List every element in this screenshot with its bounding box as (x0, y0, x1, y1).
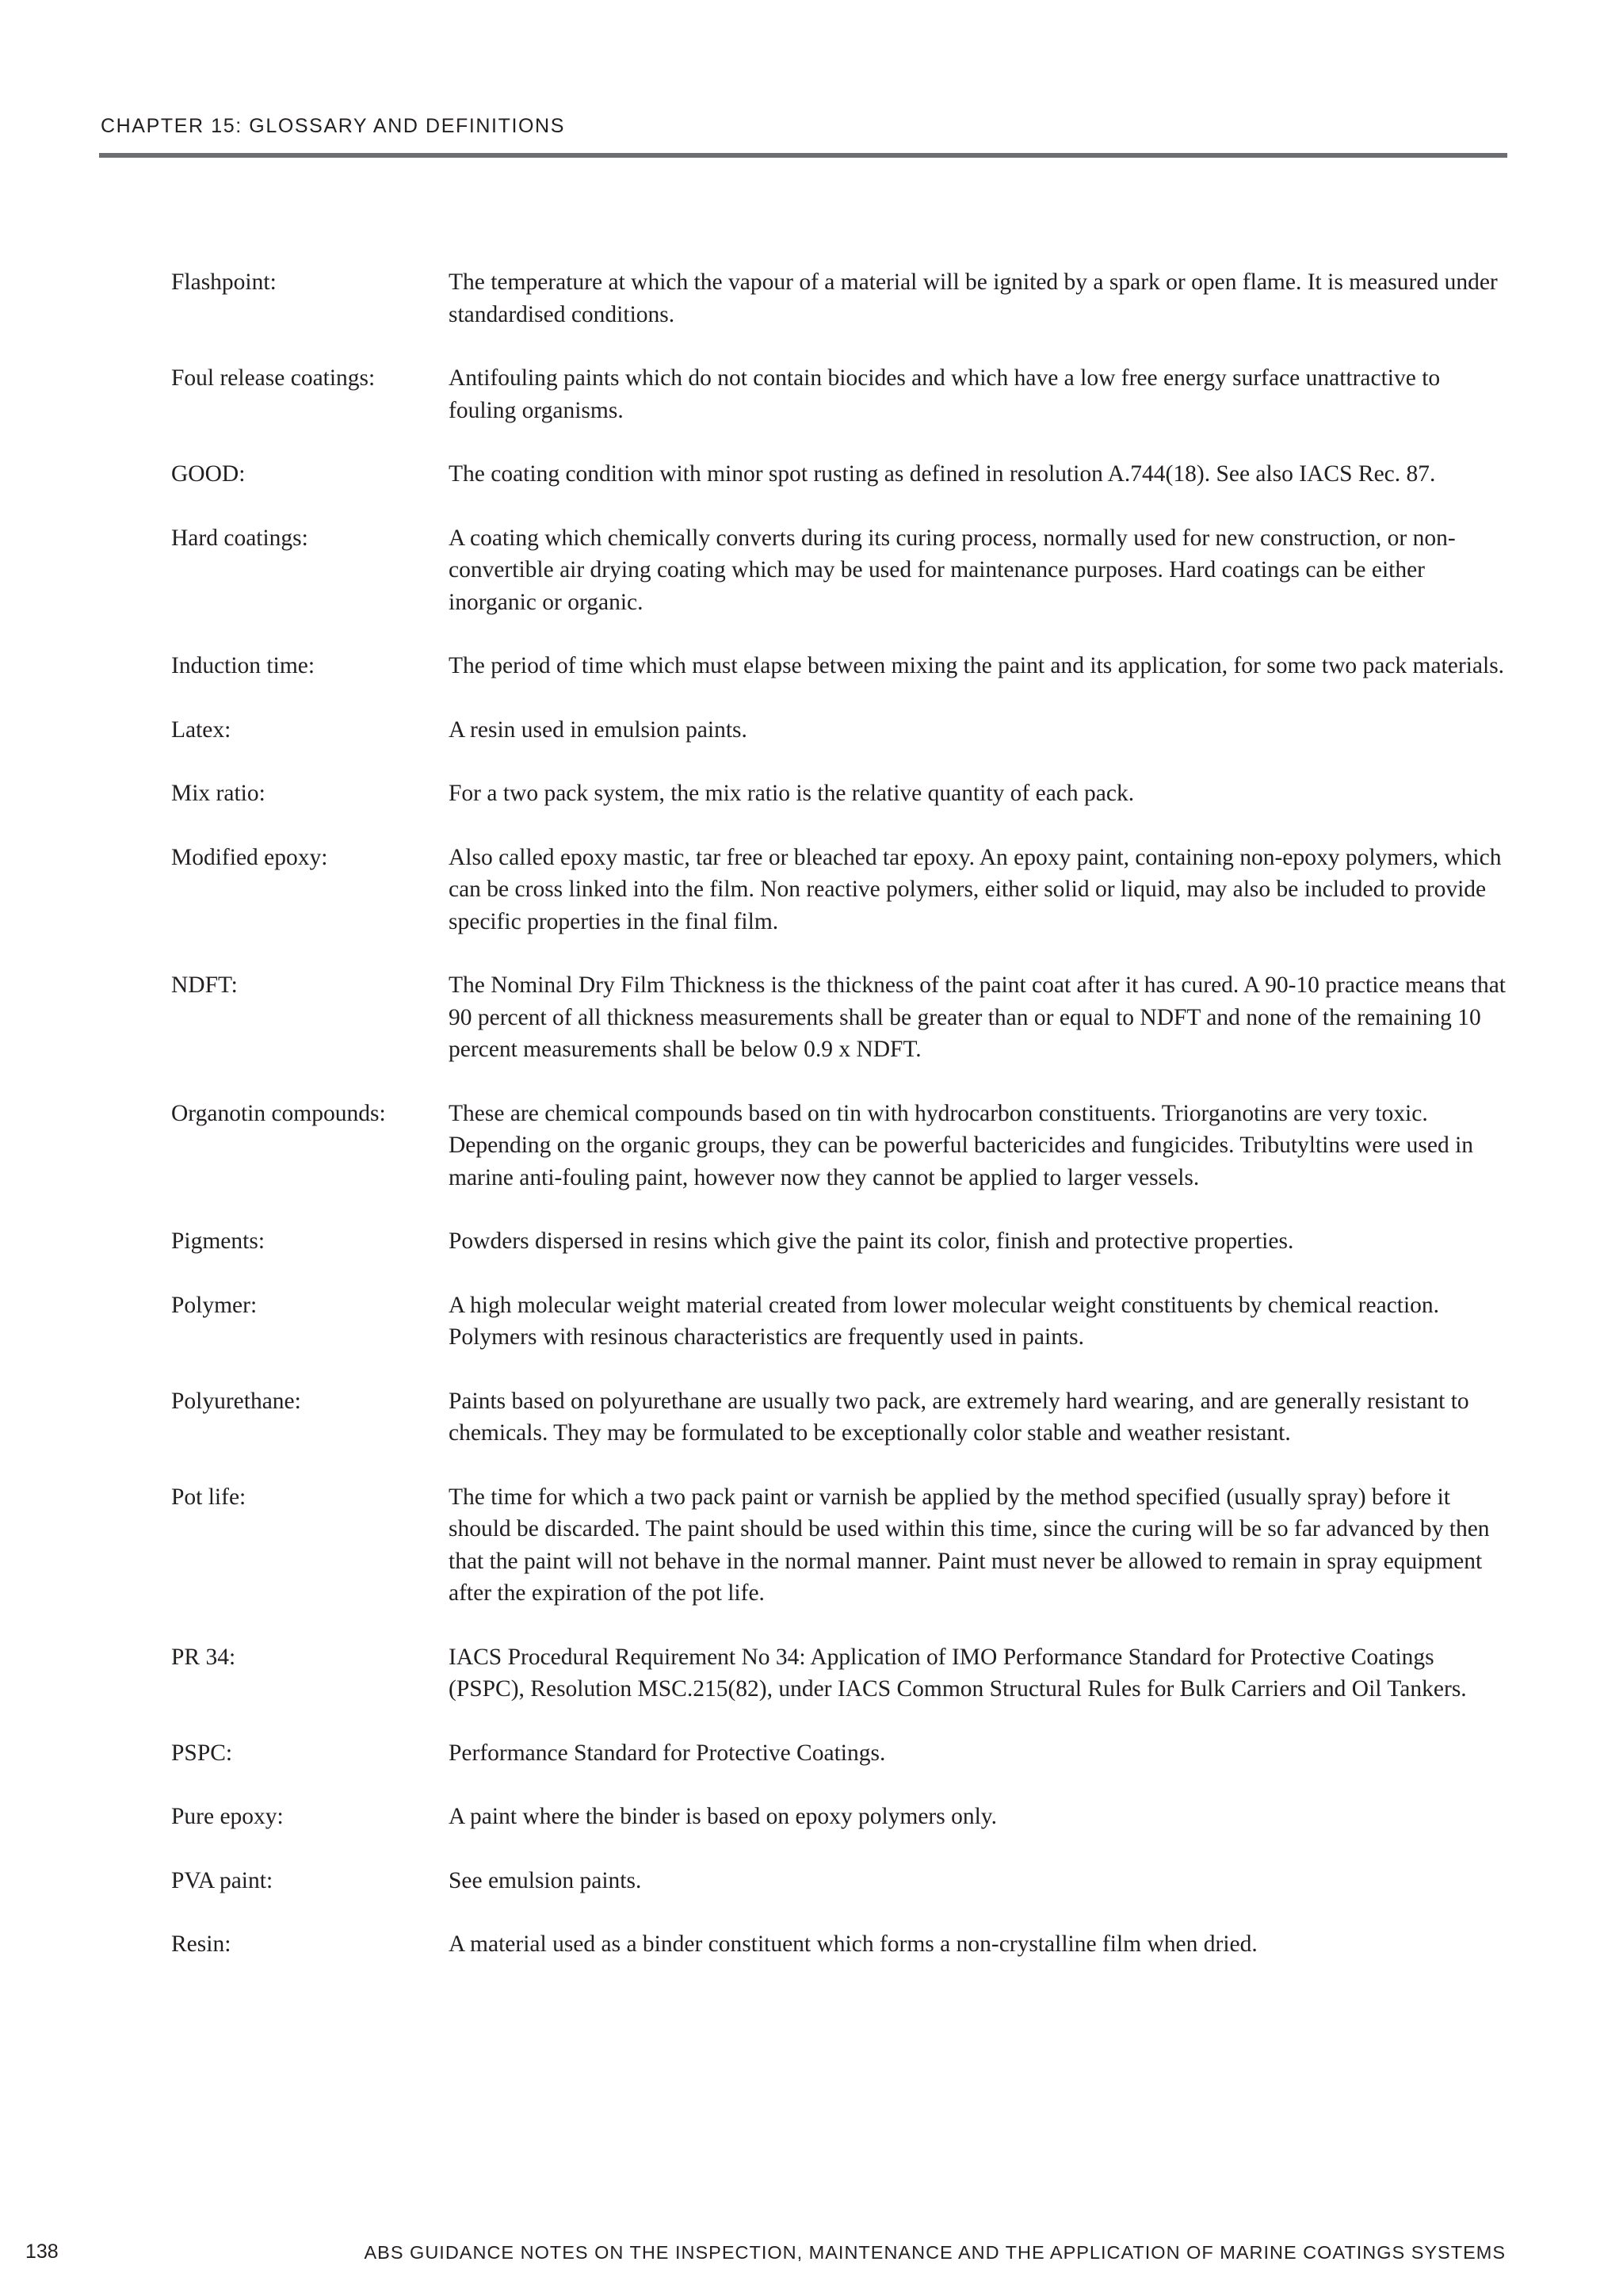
glossary-definition: A coating which chemically converts during its curing process, normally used for new construction, or non-convertible air drying coating which may be used for maintenance purposes. Hard coatings can be either inorganic or organic. (449, 525, 1456, 615)
glossary-list (171, 266, 1510, 1992)
glossary-definition: The period of time which must elapse between mixing the paint and its application, for some two pack materials. (449, 653, 1505, 678)
glossary-entry (171, 1737, 1510, 1770)
glossary-term: Pure epoxy: (171, 1804, 284, 1829)
glossary-term: PSPC: (171, 1740, 233, 1766)
glossary-definition: A resin used in emulsion paints. (449, 716, 747, 743)
glossary-entry (171, 1928, 1510, 1961)
glossary-entry (171, 1098, 1510, 1194)
glossary-definition: Also called epoxy mastic, tar free or bleached tar epoxy. An epoxy paint, containing non-epoxy polymers, which can be cross linked into the film. Non reactive polymers, either solid or liquid, may also be included to provide specific properties in the final film. (449, 844, 1502, 934)
glossary-entry (171, 266, 1510, 330)
glossary-term: Resin: (171, 1931, 231, 1957)
glossary-entry (171, 1801, 1510, 1833)
glossary-definition: IACS Procedural Requirement No 34: Application of IMO Performance Standard for Protective Coatings (PSPC), Resolution MSC.215(82), under IACS Common Structural Rules for Bulk Carriers and Oil Tankers. (449, 1644, 1467, 1702)
glossary-term: Pot life: (171, 1484, 246, 1510)
glossary-entry (171, 1481, 1510, 1610)
glossary-definition: For a two pack system, the mix ratio is the relative quantity of each pack. (449, 781, 1135, 806)
glossary-term: Hard coatings: (171, 525, 308, 551)
glossary-term: Latex: (171, 716, 231, 743)
glossary-term: Induction time: (171, 653, 315, 678)
glossary-definition: The temperature at which the vapour of a material will be ignited by a spark or open flame. It is measured under standardised conditions. (449, 269, 1498, 327)
glossary-definition: Antifouling paints which do not contain biocides and which have a low free energy surface unattractive to fouling organisms. (449, 365, 1441, 423)
glossary-entry (171, 362, 1510, 426)
glossary-definition: See emulsion paints. (449, 1867, 642, 1893)
glossary-term: Pigments: (171, 1228, 265, 1254)
publication-title: ABS GUIDANCE NOTES ON THE INSPECTION, MAINTENANCE AND THE APPLICATION OF MARINE COATINGS SYSTEMS (364, 2242, 1506, 2263)
glossary-entry (171, 714, 1510, 747)
page-number: 138 (25, 2241, 59, 2263)
chapter-title: CHAPTER 15: GLOSSARY AND DEFINITIONS (101, 115, 565, 137)
header-divider (99, 153, 1507, 158)
glossary-entry (171, 1225, 1510, 1258)
glossary-term: Polyurethane: (171, 1388, 301, 1414)
glossary-term: GOOD: (171, 461, 246, 487)
glossary-definition: A high molecular weight material created from lower molecular weight constituents by chemical reaction. Polymers with resinous characteristics are frequently used in paints. (449, 1292, 1440, 1350)
glossary-entry (171, 842, 1510, 938)
glossary-entry (171, 650, 1510, 682)
glossary-term: PVA paint: (171, 1867, 273, 1893)
glossary-definition: These are chemical compounds based on tin with hydrocarbon constituents. Triorganotins are very toxic. Depending on the organic groups, they can be powerful bactericides and fungicides. Tributyltins were used in marine anti-fouling paint, however now they cannot be applied to larger vessels. (449, 1100, 1474, 1190)
glossary-entry (171, 1641, 1510, 1706)
glossary-entry (171, 458, 1510, 491)
glossary-definition: The time for which a two pack paint or varnish be applied by the method specified (usually spray) before it should be discarded. The paint should be used within this time, since the curing will be so far advanced by then that the paint will not behave in the normal manner. Paint must never be allowed to remain in spray equipment after the expiration of the pot life. (449, 1484, 1490, 1606)
glossary-term: Flashpoint: (171, 269, 277, 295)
glossary-term: PR 34: (171, 1644, 236, 1670)
glossary-entry (171, 777, 1510, 810)
glossary-term: NDFT: (171, 972, 238, 998)
glossary-term: Organotin compounds: (171, 1100, 386, 1126)
glossary-definition: The coating condition with minor spot rusting as defined in resolution A.744(18). See also IACS Rec. 87. (449, 461, 1436, 487)
glossary-definition: Powders dispersed in resins which give the paint its color, finish and protective properties. (449, 1228, 1294, 1254)
glossary-term: Foul release coatings: (171, 365, 376, 391)
glossary-term: Modified epoxy: (171, 844, 328, 870)
glossary-definition: The Nominal Dry Film Thickness is the thickness of the paint coat after it has cured. A 90-10 practice means that 90 percent of all thickness measurements shall be greater than or equal to NDFT and none of the remaining 10 percent measurements shall be below 0.9 x NDFT. (449, 972, 1506, 1062)
glossary-entry (171, 1385, 1510, 1450)
glossary-term: Polymer: (171, 1292, 258, 1318)
glossary-definition: Paints based on polyurethane are usually two pack, are extremely hard wearing, and are generally resistant to chemicals. They may be formulated to be exceptionally color stable and weather resistant. (449, 1388, 1469, 1446)
glossary-term: Mix ratio: (171, 781, 265, 806)
glossary-definition: A material used as a binder constituent which forms a non-crystalline film when dried. (449, 1931, 1258, 1957)
glossary-entry (171, 969, 1510, 1066)
glossary-definition: Performance Standard for Protective Coatings. (449, 1740, 886, 1766)
glossary-entry (171, 1865, 1510, 1897)
glossary-entry (171, 1289, 1510, 1354)
glossary-definition: A paint where the binder is based on epoxy polymers only. (449, 1804, 998, 1829)
glossary-entry (171, 522, 1510, 619)
